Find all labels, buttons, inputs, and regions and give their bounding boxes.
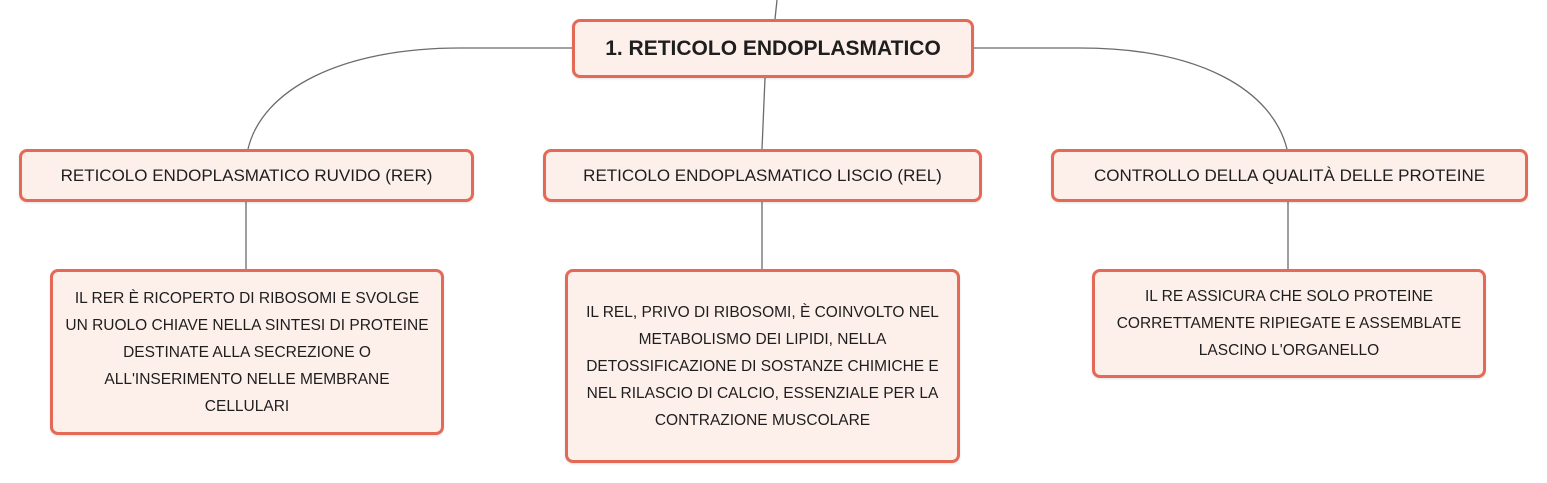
connector-root-to-rel: [762, 78, 765, 149]
detail-topic-text: IL REL, PRIVO DI RIBOSOMI, È COINVOLTO NEL METABOLISMO DEI LIPIDI, NELLA DETOSSIFICAZIONE DI SOSTANZE CHIMICHE E NEL RILASCIO DI CALCIO, ESSENZIALE PER LA CONTRAZIONE MUSCOLARE: [586, 303, 939, 429]
detail-topic-rel[interactable]: [565, 269, 960, 463]
detail-topic-text: IL RER È RICOPERTO DI RIBOSOMI E SVOLGE UN RUOLO CHIAVE NELLA SINTESI DI PROTEINE DESTINATE ALLA SECREZIONE O ALL'INSERIMENTO NELLE MEMBRANE CELLULARI: [65, 289, 429, 415]
root-topic-label: 1. RETICOLO ENDOPLASMATICO: [605, 36, 941, 60]
connector-parent-to-root: [775, 0, 777, 19]
branch-topic-rel[interactable]: [543, 149, 982, 202]
branch-topic-label: RETICOLO ENDOPLASMATICO RUVIDO (RER): [60, 165, 433, 185]
branch-topic-rer[interactable]: [19, 149, 474, 202]
connector-root-to-qc: [974, 48, 1287, 149]
detail-topic-text: IL RE ASSICURA CHE SOLO PROTEINE CORRETTAMENTE RIPIEGATE E ASSEMBLATE LASCINO L'ORGANELLO: [1116, 288, 1462, 359]
connector-root-to-rer: [248, 48, 572, 149]
branch-topic-label: RETICOLO ENDOPLASMATICO LISCIO (REL): [583, 165, 942, 185]
detail-topic-rer[interactable]: [50, 269, 444, 435]
branch-topic-protein-quality-control[interactable]: [1051, 149, 1528, 202]
detail-topic-protein-quality-control[interactable]: [1092, 269, 1486, 378]
root-topic[interactable]: [572, 19, 974, 78]
branch-topic-label: CONTROLLO DELLA QUALITÀ DELLE PROTEINE: [1093, 165, 1486, 185]
